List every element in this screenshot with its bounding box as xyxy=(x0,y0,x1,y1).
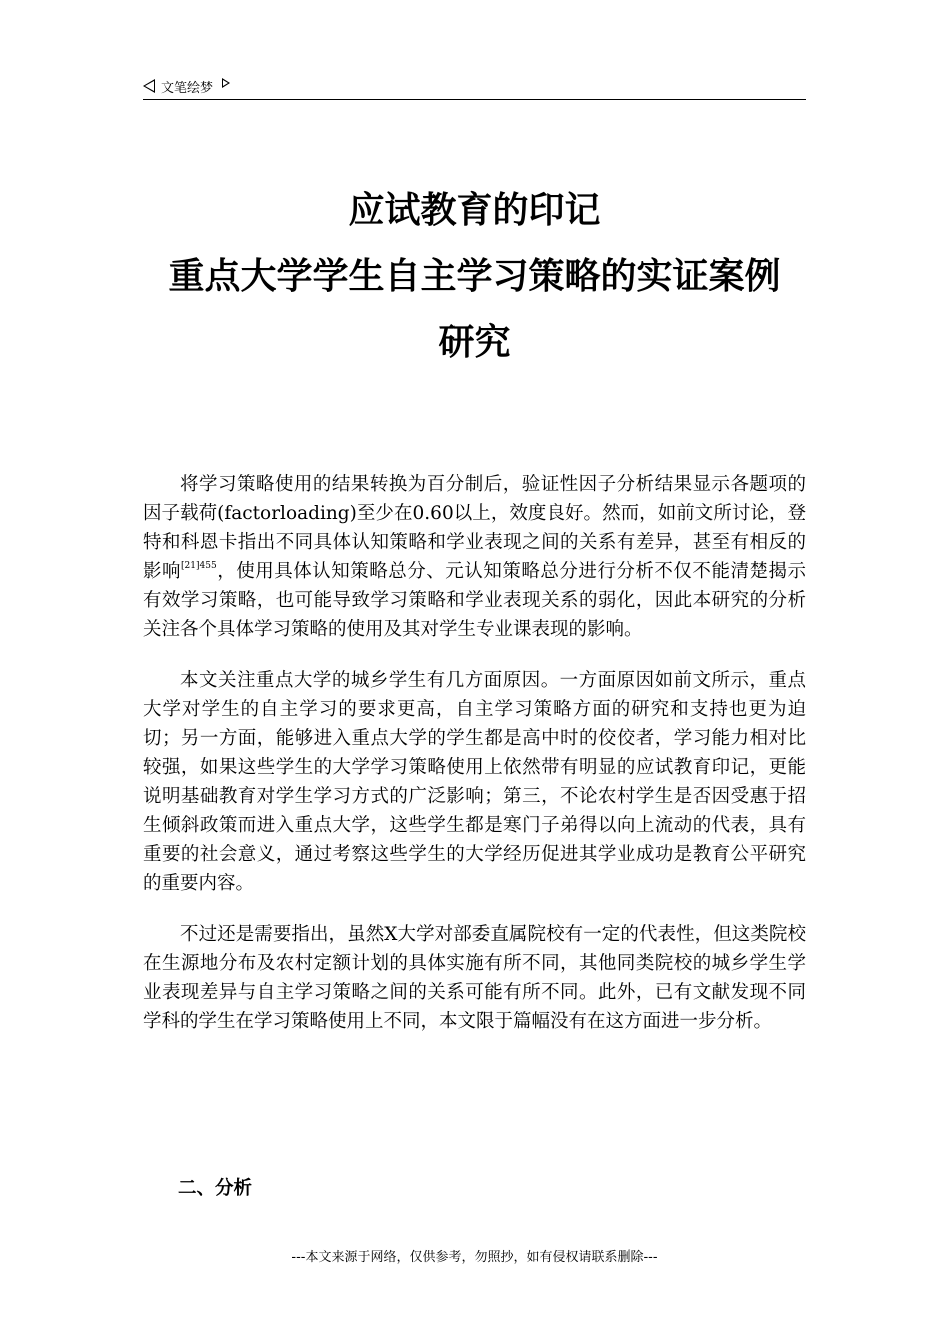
paragraph-1-text-a: 将学习策略使用的结果转换为百分制后，验证性因子分析结果显示各题项的因子载荷(factorloading)至少在0.60以上，效度良好。然而，如前文所讨论，登特和科恩卡指出不同具体认知策略和学业表现之间的关系有差异，甚至有相反的影响 xyxy=(143,474,806,582)
paragraph-1-text-b: ，使用具体认知策略总分、元认知策略总分进行分析不仅不能清楚揭示有效学习策略，也可能导致学习策略和学业表现关系的弱化，因此本研究的分析关注各个具体学习策略的使用及其对学生专业课表现的影响。 xyxy=(143,561,806,640)
header-brand: 文笔绘梦 xyxy=(161,80,214,96)
title-line-2: 重点大学学生自主学习策略的实证案例 xyxy=(168,256,781,297)
title-line-3: 研究 xyxy=(438,322,511,363)
citation-superscript: [21]455 xyxy=(181,561,217,571)
triangle-right-icon xyxy=(222,78,230,88)
page-header xyxy=(143,73,806,100)
triangle-left-icon xyxy=(143,79,155,93)
page-footer: ---本文来源于网络，仅供参考，勿照抄，如有侵权请联系删除--- xyxy=(291,1250,658,1265)
paragraph-1 xyxy=(143,470,806,644)
document-title xyxy=(143,178,806,376)
section-heading: 二、分析 xyxy=(178,1178,253,1199)
document-body xyxy=(143,470,806,1058)
paragraph-3: 不过还是需要指出，虽然X大学对部委直属院校有一定的代表性，但这类院校在生源地分布及农村定额计划的具体实施有所不同，其他同类院校的城乡学生学业表现差异与自主学习策略之间的关系可能有所不同。此外，已有文献发现不同学科的学生在学习策略使用上不同，本文限于篇幅没有在这方面进一步分析。 xyxy=(143,924,806,1032)
paragraph-2: 本文关注重点大学的城乡学生有几方面原因。一方面原因如前文所示，重点大学对学生的自主学习的要求更高，自主学习策略方面的研究和支持也更为迫切；另一方面，能够进入重点大学的学生都是高中时的佼佼者，学习能力相对比较强，如果这些学生的大学学习策略使用上依然带有明显的应试教育印记，更能说明基础教育对学生学习方式的广泛影响；第三，不论农村学生是否因受惠于招生倾斜政策而进入重点大学，这些学生都是寒门子弟得以向上流动的代表，具有重要的社会意义，通过考察这些学生的大学经历促进其学业成功是教育公平研究的重要内容。 xyxy=(143,670,806,894)
title-line-1: 应试教育的印记 xyxy=(348,190,601,231)
